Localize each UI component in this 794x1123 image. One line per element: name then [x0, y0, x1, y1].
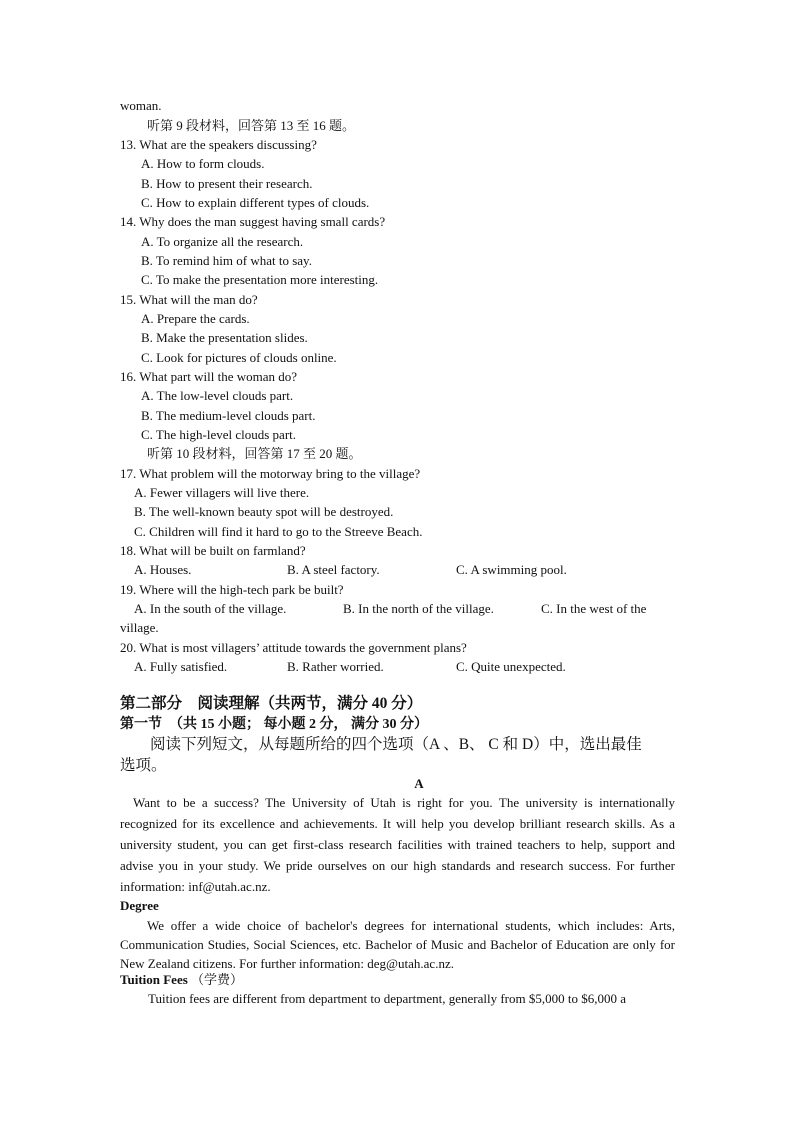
carry-over-text: woman. — [120, 98, 162, 113]
instruction-line-1: 阅读下列短文，从每题所给的四个选项（A 、B、 C 和 D）中，选出最佳 — [150, 736, 642, 753]
section-one-heading: 第一节 （共 15 小题； 每小题 2 分， 满分 30 分） — [120, 717, 428, 732]
question-19-option-a: A. In the south of the village. — [134, 601, 287, 616]
tuition-heading-note: （学费） — [191, 972, 244, 987]
question-16-option-c: C. The high-level clouds part. — [141, 427, 297, 442]
question-13-option-a: A. How to form clouds. — [141, 156, 265, 171]
question-18-option-b: B. A steel factory. — [287, 562, 380, 577]
intro-paragraph: Want to be a success? The University of Utah is right for you. The university is internationally recognized for its excellence and achievements. It will help you develop brilliant research skills. As a university student, you can get first-class research facilities with trained teachers to help, support and advise you in your study. We pride ourselves on our high standards and research success. For further information: inf@utah.ac.nz. — [120, 795, 675, 894]
question-14-option-c: C. To make the presentation more interesting. — [141, 272, 379, 287]
question-14-option-b: B. To remind him of what to say. — [141, 253, 312, 268]
question-13-option-b: B. How to present their research. — [141, 176, 313, 191]
question-18-stem: 18. What will be built on farmland? — [120, 543, 306, 558]
material-9-intro: 听第 9 段材料，回答第 13 至 16 题。 — [147, 118, 356, 133]
question-18-option-a: A. Houses. — [134, 562, 192, 577]
question-14-stem: 14. Why does the man suggest having small cards? — [120, 214, 386, 229]
question-17-option-c: C. Children will find it hard to go to the Streeve Beach. — [134, 524, 423, 539]
question-17-stem: 17. What problem will the motorway bring to the village? — [120, 466, 421, 481]
instruction-line-2: 选项。 — [120, 757, 167, 774]
question-19-stem: 19. Where will the high-tech park be built? — [120, 582, 344, 597]
question-16-stem: 16. What part will the woman do? — [120, 369, 298, 384]
question-13-stem: 13. What are the speakers discussing? — [120, 137, 317, 152]
question-15-option-c: C. Look for pictures of clouds online. — [141, 350, 337, 365]
question-19-option-c: C. In the west of the — [541, 601, 647, 616]
degree-heading: Degree — [120, 898, 159, 913]
question-20-option-a: A. Fully satisfied. — [134, 659, 228, 674]
question-17-option-b: B. The well-known beauty spot will be destroyed. — [134, 504, 394, 519]
question-16-option-b: B. The medium-level clouds part. — [141, 408, 316, 423]
question-15-stem: 15. What will the man do? — [120, 292, 258, 307]
question-14-option-a: A. To organize all the research. — [141, 234, 304, 249]
question-16-option-a: A. The low-level clouds part. — [141, 388, 294, 403]
question-20-option-b: B. Rather worried. — [287, 659, 384, 674]
question-20-option-c: C. Quite unexpected. — [456, 659, 566, 674]
part-two-heading: 第二部分 阅读理解（共两节，满分 40 分） — [120, 695, 423, 712]
tuition-paragraph: Tuition fees are different from department to department, generally from $5,000 to $6,000 a — [148, 991, 626, 1006]
tuition-heading-row — [120, 972, 243, 988]
passage-label: A — [414, 776, 424, 791]
question-13-option-c: C. How to explain different types of clouds. — [141, 195, 370, 210]
question-17-option-a: A. Fewer villagers will live there. — [134, 485, 310, 500]
question-18-option-c: C. A swimming pool. — [456, 562, 567, 577]
question-19-option-b: B. In the north of the village. — [343, 601, 494, 616]
tuition-heading: Tuition Fees — [120, 972, 188, 987]
material-10-intro: 听第 10 段材料，回答第 17 至 20 题。 — [147, 446, 362, 461]
question-19-option-c-continued: village. — [120, 620, 159, 635]
question-15-option-b: B. Make the presentation slides. — [141, 330, 308, 345]
question-15-option-a: A. Prepare the cards. — [141, 311, 250, 326]
question-20-stem: 20. What is most villagers’ attitude towards the government plans? — [120, 640, 467, 655]
degree-paragraph: We offer a wide choice of bachelor's degrees for international students, which includes: Arts, Communication Studies, Social Sciences, etc. Bachelor of Music and Bachelor of Education are only for New Zealand citizens. For further information: deg@utah.ac.nz. — [120, 918, 675, 971]
